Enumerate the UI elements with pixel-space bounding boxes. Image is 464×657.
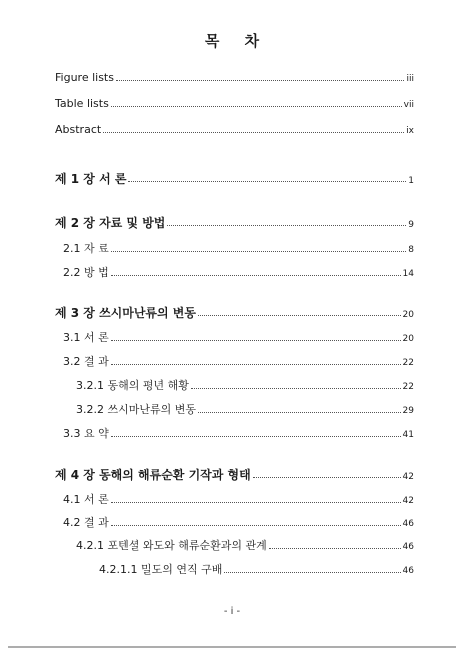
- dot-leader: [111, 436, 401, 437]
- toc-section-3-1: [63, 329, 414, 345]
- toc-entry-label: 제 4 장 동해의 해류순환 기작과 형태: [55, 468, 251, 482]
- toc-subsection-4-2-1: [76, 537, 414, 553]
- dot-leader: [103, 132, 404, 133]
- toc-entry-page: 42: [402, 496, 414, 506]
- toc-section-4-1: [63, 491, 414, 507]
- toc-entry-label: 제 3 장 쓰시마난류의 변동: [55, 306, 196, 320]
- toc-entry-page: 46: [402, 542, 414, 552]
- toc-chapter-1: [55, 170, 414, 187]
- dot-leader: [111, 251, 407, 252]
- dot-leader: [198, 315, 401, 316]
- toc-entry-label: 3.2.1 동해의 평년 해황: [76, 379, 189, 392]
- toc-chapter-3: [55, 304, 414, 321]
- dot-leader: [111, 275, 401, 276]
- page-number: - i -: [223, 606, 241, 617]
- dot-leader: [116, 80, 405, 81]
- toc-entry-label: Figure lists: [55, 71, 114, 84]
- toc-entry-table-lists: [55, 97, 414, 110]
- toc-subsection-3-2-2: [76, 401, 414, 417]
- toc-entry-figure-lists: [55, 71, 414, 84]
- toc-entry-label: 3.2 결 과: [63, 355, 109, 368]
- toc-section-4-2: [63, 514, 414, 530]
- toc-entry-label: 제 2 장 자료 및 방법: [55, 216, 166, 230]
- toc-entry-label: 4.2.1.1 밀도의 연직 구배: [99, 563, 223, 576]
- toc-entry-page: vii: [403, 100, 414, 110]
- toc-chapter-4: [55, 466, 414, 483]
- toc-section-2-1: [63, 240, 414, 256]
- toc-entry-label: 4.1 서 론: [63, 493, 109, 506]
- dot-leader: [111, 364, 401, 365]
- dot-leader: [111, 525, 401, 526]
- toc-entry-page: 1: [408, 176, 414, 186]
- toc-chapter-2: [55, 214, 414, 231]
- toc-entry-page: 20: [402, 310, 414, 320]
- toc-entry-page: 29: [402, 406, 414, 416]
- toc-entry-label: 3.3 요 약: [63, 427, 109, 440]
- toc-entry-label: 2.2 방 법: [63, 266, 109, 279]
- dot-leader: [253, 477, 401, 478]
- toc-title: 목 차: [204, 32, 270, 50]
- dot-leader: [269, 548, 401, 549]
- dot-leader: [224, 572, 400, 573]
- toc-entry-page: 46: [402, 519, 414, 529]
- toc-entry-page: iii: [406, 74, 414, 84]
- toc-entry-label: 4.2 결 과: [63, 516, 109, 529]
- dot-leader: [198, 412, 401, 413]
- dot-leader: [191, 388, 401, 389]
- toc-section-2-2: [63, 264, 414, 280]
- toc-entry-label: Abstract: [55, 123, 102, 136]
- toc-entry-label: 3.1 서 론: [63, 331, 109, 344]
- toc-entry-page: 22: [402, 382, 414, 392]
- toc-entry-abstract: [55, 123, 414, 136]
- toc-entry-label: 2.1 자 료: [63, 242, 109, 255]
- dot-leader: [111, 106, 402, 107]
- toc-entry-label: 제 1 장 서 론: [55, 172, 127, 186]
- toc-entry-page: 20: [402, 334, 414, 344]
- toc-entry-page: 41: [402, 430, 414, 440]
- toc-entry-page: 14: [402, 269, 414, 279]
- toc-section-3-3: [63, 425, 414, 441]
- toc-section-3-2: [63, 353, 414, 369]
- toc-entry-label: 4.2.1 포텐셜 와도와 해류순환과의 관계: [76, 539, 267, 552]
- toc-entry-label: 3.2.2 쓰시마난류의 변동: [76, 403, 196, 416]
- toc-entry-page: 8: [408, 245, 414, 255]
- toc-entry-label: Table lists: [55, 97, 109, 110]
- dot-leader: [111, 502, 401, 503]
- toc-entry-page: ix: [406, 126, 414, 136]
- toc-entry-page: 9: [408, 220, 414, 230]
- dot-leader: [128, 181, 406, 182]
- bottom-rule: [8, 646, 456, 648]
- toc-entry-page: 22: [402, 358, 414, 368]
- toc-subsubsection-4-2-1-1: [99, 561, 414, 577]
- toc-entry-page: 42: [402, 472, 414, 482]
- dot-leader: [167, 225, 406, 226]
- dot-leader: [111, 340, 401, 341]
- toc-entry-page: 46: [402, 566, 414, 576]
- toc-subsection-3-2-1: [76, 377, 414, 393]
